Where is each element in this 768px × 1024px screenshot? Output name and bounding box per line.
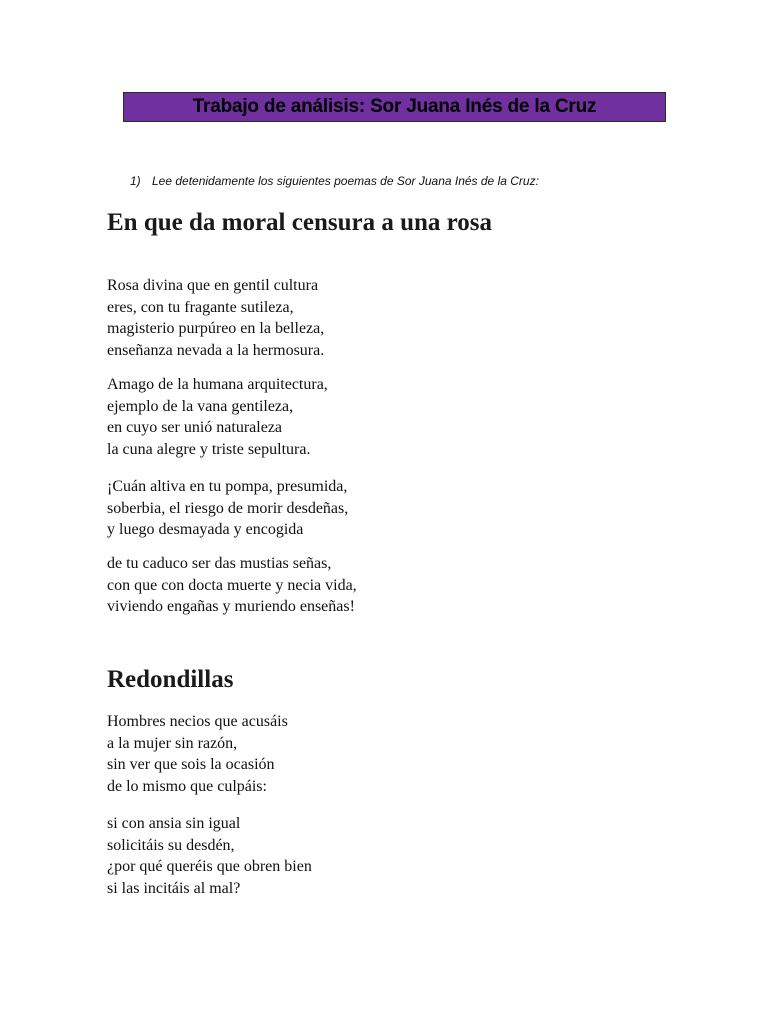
poem-line: Rosa divina que en gentil cultura: [107, 277, 319, 294]
poem-line: si las incitáis al mal?: [107, 879, 241, 897]
poem-line: si con ansia sin igual: [107, 815, 241, 832]
poem-line: ¡Cuán altiva en tu pompa, presumida,: [107, 478, 348, 495]
poem-line: en cuyo ser unió naturaleza: [107, 419, 283, 436]
poem-stanza: [107, 813, 312, 899]
poem-line: eres, con tu fragante sutileza,: [107, 298, 294, 316]
poem-line: Hombres necios que acusáis: [107, 713, 288, 730]
poem-line: y luego desmayada y encogida: [107, 521, 304, 538]
poem-line: viviendo engañas y muriendo enseñas!: [107, 598, 355, 615]
poem-title-redondillas: Redondillas: [107, 666, 234, 693]
poem-stanza: [107, 553, 357, 618]
poem-line: solicitáis su desdén,: [107, 836, 235, 854]
poem-title-rosa: En que da moral censura a una rosa: [107, 209, 493, 236]
poem-line: con que con docta muerte y necia vida,: [107, 576, 357, 594]
poem-line: enseñanza nevada a la hermosura.: [107, 341, 325, 359]
instruction-number: 1): [130, 174, 141, 188]
poem-stanza: [107, 711, 288, 797]
poem-stanza: [107, 275, 324, 361]
poem-line: Amago de la humana arquitectura,: [107, 376, 328, 393]
instruction-text: Lee detenidamente los siguientes poemas de Sor Juana Inés de la Cruz:: [152, 174, 539, 188]
document-title: Trabajo de análisis: Sor Juana Inés de la Cruz: [192, 96, 597, 117]
poem-line: a la mujer sin razón,: [107, 734, 238, 752]
poem-line: sin ver que sois la ocasión: [107, 756, 275, 773]
poem-line: la cuna alegre y triste sepultura.: [107, 440, 311, 458]
instruction-line: [130, 174, 539, 188]
poem-stanza: [107, 374, 328, 460]
poem-line: ejemplo de la vana gentileza,: [107, 397, 294, 415]
poem-line: magisterio purpúreo en la belleza,: [107, 320, 325, 337]
poem-line: de lo mismo que culpáis:: [107, 777, 267, 795]
title-banner: [123, 92, 666, 122]
poem-line: de tu caduco ser das mustias señas,: [107, 555, 332, 572]
poem-line: soberbia, el riesgo de morir desdeñas,: [107, 499, 349, 517]
poem-stanza: [107, 476, 348, 541]
poem-line: ¿por qué queréis que obren bien: [107, 858, 312, 875]
